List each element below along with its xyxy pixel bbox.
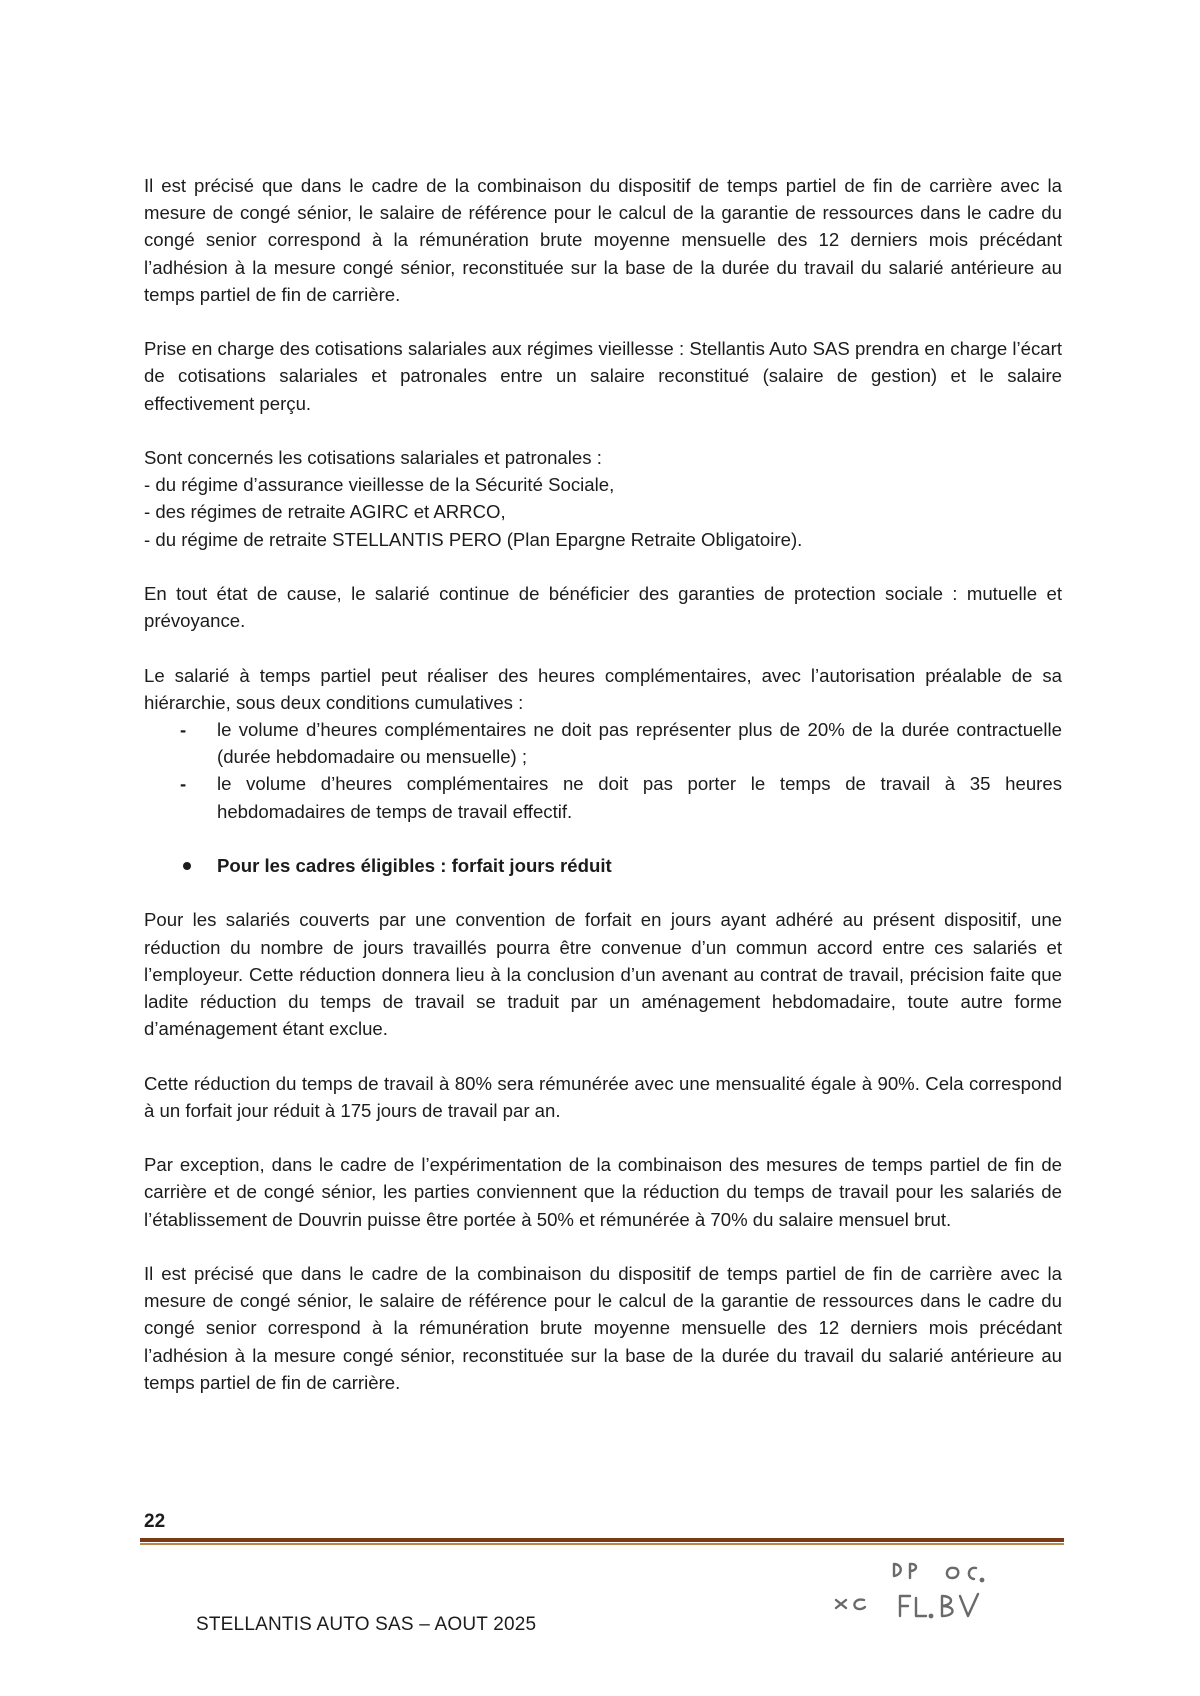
list-item-text: le volume d’heures complémentaires ne doit pas porter le temps de travail à 35 heures hebdomadaires de temps de travail effectif. — [217, 773, 1062, 822]
divider-thick-line — [140, 1538, 1064, 1542]
conditions-list — [144, 716, 1062, 825]
paragraph-social-protection: En tout état de cause, le salarié continue de bénéficier des garanties de protection sociale : mutuelle et prévoyance. — [144, 583, 1062, 632]
paragraph-douvrin-exception: Par exception, dans le cadre de l’expérimentation de la combinaison des mesures de temps partiel de fin de carrière et de congé sénior, les parties conviennent que la réduction du temps de travail pour les salariés de l’établissement de Douvrin puisse être portée à 50% et rémunérée à 70% du salaire mensuel brut. — [144, 1154, 1062, 1230]
list-item — [144, 716, 1062, 770]
page-number: 22 — [144, 1511, 166, 1532]
text-line: - du régime de retraite STELLANTIS PERO (Plan Epargne Retraite Obligatoire). — [144, 528, 803, 550]
footer-text: STELLANTIS AUTO SAS – AOUT 2025 — [196, 1614, 537, 1635]
footer-divider — [140, 1538, 1064, 1545]
text-line: - du régime d’assurance vieillesse de la Sécurité Sociale, — [144, 474, 615, 496]
section-heading-text: Pour les cadres éligibles : forfait jours réduit — [217, 855, 612, 876]
paragraph-forfait-jours: Pour les salariés couverts par une convention de forfait en jours ayant adhéré au présent dispositif, une réduction du nombre de jours travaillés pourra être convenue d’un commun accord entre ces salariés et l’employeur. Cette réduction donnera lieu à la conclusion d’un avenant au contrat de travail, précision faite que ladite réduction du temps de travail se traduit par un aménagement hebdomadaire, toute autre forme d’aménagement étant exclue. — [144, 909, 1062, 1040]
divider-thin-line — [140, 1543, 1064, 1545]
list-item-text: le volume d’heures complémentaires ne doit pas représenter plus de 20% de la durée contractuelle (durée hebdomadaire ou mensuelle) ; — [217, 719, 1062, 768]
text-line: - des régimes de retraite AGIRC et ARRCO, — [144, 501, 506, 523]
list-item — [144, 770, 1062, 824]
dash-marker: - — [180, 719, 187, 740]
paragraph-contributions: Prise en charge des cotisations salariales aux régimes vieillesse : Stellantis Auto SAS prendra en charge l’écart de cotisations salariales et patronales entre un salaire reconstitué (salaire de gestion) et le salaire effectivement perçu. — [144, 338, 1062, 414]
bullet-icon — [183, 862, 191, 870]
dash-marker: - — [180, 773, 187, 795]
document-body — [144, 172, 1062, 1396]
section-heading — [144, 852, 1062, 879]
handwritten-initials-signature — [830, 1556, 1010, 1636]
text-line: Sont concernés les cotisations salariales et patronales : — [144, 447, 602, 468]
paragraph-reference-salary-repeat: Il est précisé que dans le cadre de la combinaison du dispositif de temps partiel de fin de carrière avec la mesure de congé sénior, le salaire de référence pour le calcul de la garantie de ressources dans le cadre du congé senior correspond à la rémunération brute moyenne mensuelle des 12 derniers mois précédant l’adhésion à la mesure congé sénior, reconstituée sur la base de la durée du travail du salarié antérieure au temps partiel de fin de carrière. — [144, 1262, 1062, 1393]
paragraph-additional-hours: Le salarié à temps partiel peut réaliser des heures complémentaires, avec l’autorisation préalable de sa hiérarchie, sous deux conditions cumulatives : — [144, 664, 1062, 713]
paragraph-reduction-80: Cette réduction du temps de travail à 80% sera rémunérée avec une mensualité égale à 90%. Cela correspond à un forfait jour réduit à 175 jours de travail par an. — [144, 1072, 1062, 1121]
paragraph-concerned-schemes — [144, 444, 1062, 553]
paragraph-reference-salary: Il est précisé que dans le cadre de la combinaison du dispositif de temps partiel de fin de carrière avec la mesure de congé sénior, le salaire de référence pour le calcul de la garantie de ressources dans le cadre du congé senior correspond à la rémunération brute moyenne mensuelle des 12 derniers mois précédant l’adhésion à la mesure congé sénior, reconstituée sur la base de la durée du travail du salarié antérieure au temps partiel de fin de carrière. — [144, 175, 1062, 305]
